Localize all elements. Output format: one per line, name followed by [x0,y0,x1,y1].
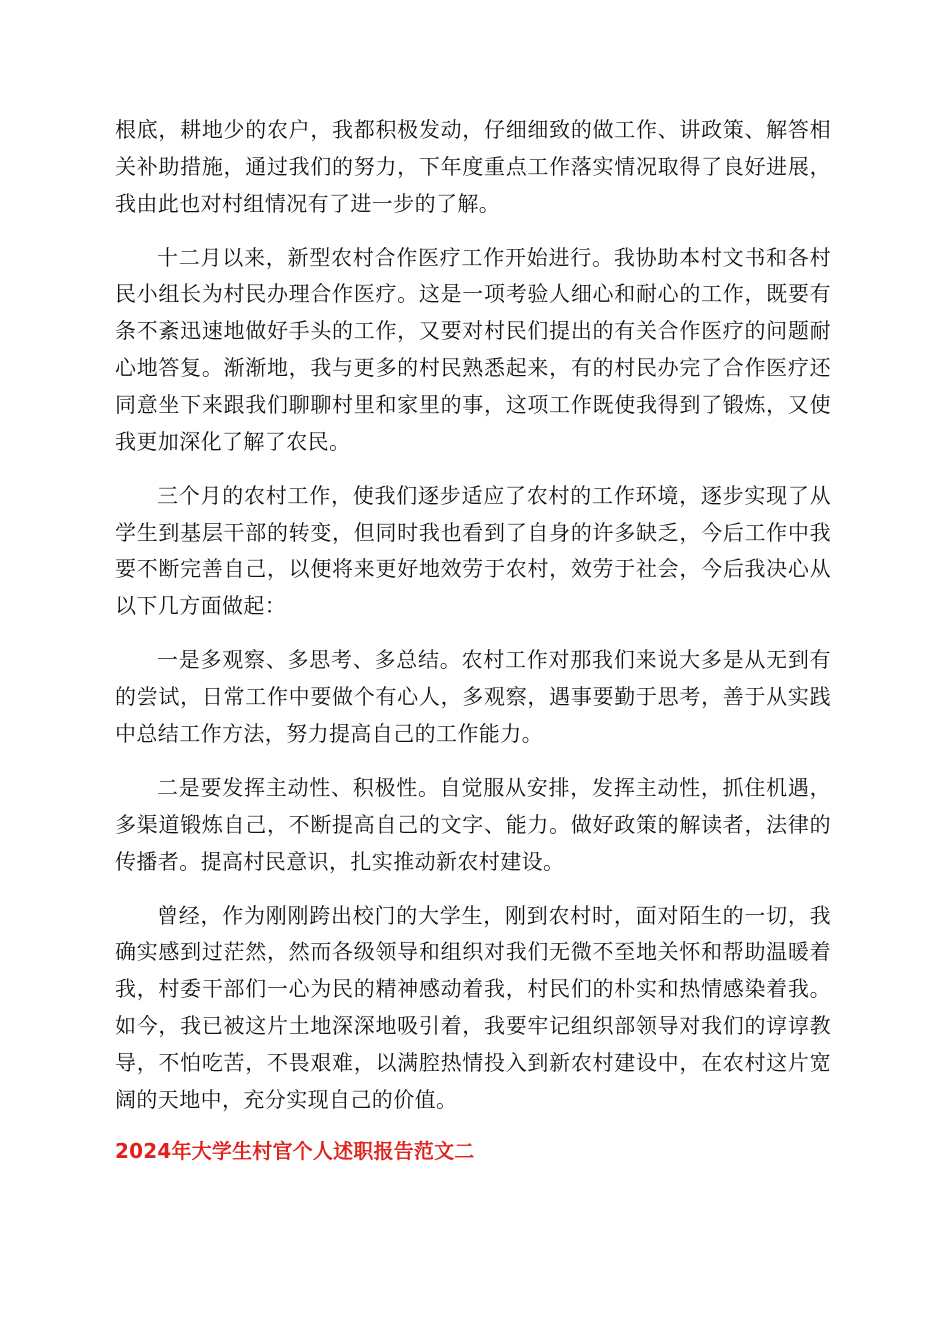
document-body [115,112,831,1166]
paragraph-continuation: 根底，耕地少的农户，我都积极发动，仔细细致的做工作、讲政策、解答相关补助措施，通过我们的努力，下年度重点工作落实情况取得了良好进展，我由此也对村组情况有了进一步的了解。 [115,118,831,216]
paragraph-point-two: 二是要发挥主动性、积极性。自觉服从安排，发挥主动性，抓住机遇，多渠道锻炼自己，不断提高自己的文字、能力。做好政策的解读者，法律的传播者。提高村民意识，扎实推动新农村建设。 [115,775,831,874]
paragraph-medical-insurance: 十二月以来，新型农村合作医疗工作开始进行。我协助本村文书和各村民小组长为村民办理合作医疗。这是一项考验人细心和耐心的工作，既要有条不紊迅速地做好手头的工作，又要对村民们提出的有关合作医疗的问题耐心地答复。渐渐地，我与更多的村民熟悉起来，有的村民办完了合作医疗还同意坐下来跟我们聊聊村里和家里的事，这项工作既使我得到了锻炼，又使我更加深化了解了农民。 [115,245,831,454]
section-heading: 2024年大学生村官个人述职报告范文二 [115,1138,475,1163]
paragraph-three-months-work: 三个月的农村工作，使我们逐步适应了农村的工作环境，逐步实现了从学生到基层干部的转变，但同时我也看到了自身的许多缺乏，今后工作中我要不断完善自己，以便将来更好地效劳于农村，效劳于社会，今后我决心从以下几方面做起： [115,483,831,619]
paragraph-point-one: 一是多观察、多思考、多总结。农村工作对那我们来说大多是从无到有的尝试，日常工作中要做个有心人，多观察，遇事要勤于思考，善于从实践中总结工作方法，努力提高自己的工作能力。 [115,648,831,746]
paragraph-conclusion: 曾经，作为刚刚跨出校门的大学生，刚到农村时，面对陌生的一切，我确实感到过茫然，然而各级领导和组织对我们无微不至地关怀和帮助温暖着我，村委干部们一心为民的精神感动着我，村民们的朴实和热情感染着我。如今，我已被这片土地深深地吸引着，我要牢记组织部领导对我们的谆谆教导，不怕吃苦，不畏艰难，以满腔热情投入到新农村建设中，在农村这片宽阔的天地中，充分实现自己的价值。 [115,903,831,1112]
